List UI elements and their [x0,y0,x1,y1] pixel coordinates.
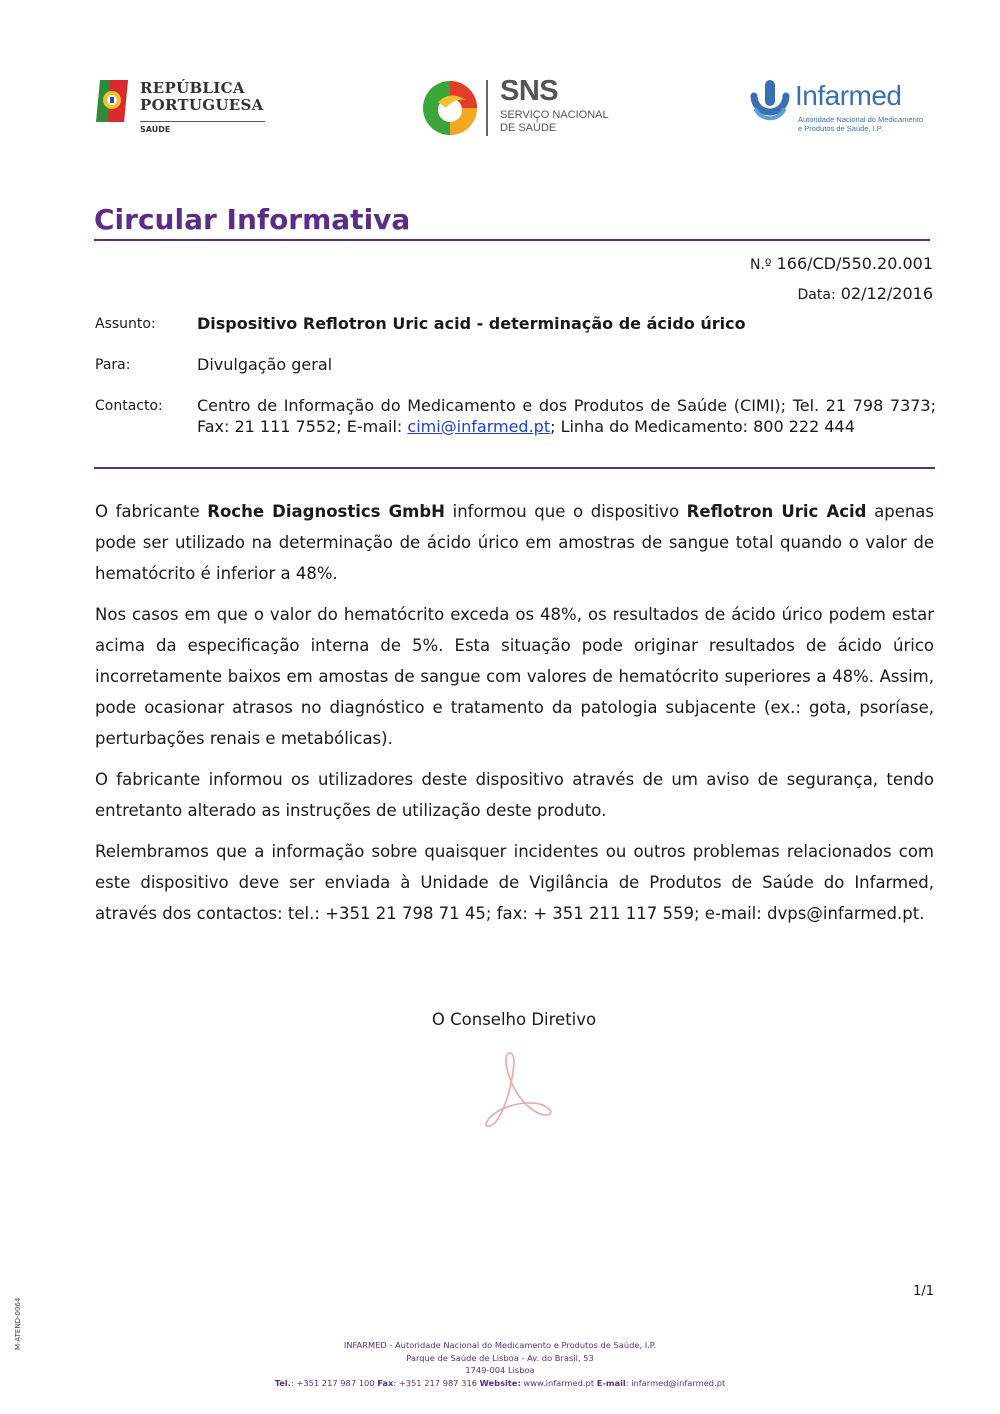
p1-text-e: apenas pode ser utilizado na determinação de ácido úrico em amostras de sangue total quando o valor de hematócrito é inferior a 48%. [95,502,935,583]
infarmed-name: Infarmed [795,80,902,111]
assunto-label: Assunto: [95,316,156,332]
contacto-value [197,396,936,437]
rp-divider [140,121,265,122]
circular-number [750,254,933,273]
footer-web-label: Website: [479,1378,521,1389]
sns-acronym: SNS [500,75,559,107]
rp-line2: PORTUGUESA [140,96,264,114]
p1-text-a: O fabricante [95,502,208,521]
infarmed-emblem-icon [750,80,790,124]
footer-tel-label: Tel. [274,1378,291,1389]
footer-line3: 1749-004 Lisboa [465,1365,535,1376]
footer-tel: : +351 217 987 100 [290,1378,378,1389]
paragraph-2: Nos casos em que o valor do hematócrito exceda os 48%, os resultados de ácido úrico podem estar acima da especificação interna de 5%. Esta situação pode originar resultados de ácido úrico incorretamente baixos em amostas de sangue com valores de hematócrito superiores a 48%. Assim, pode ocasionar atrasos no diagnóstico e tratamento da patologia subjacente (ex.: gota, psoríase, perturbações renais e metabólicas). [95,605,934,748]
document-title: Circular Informativa [94,203,411,236]
date-value: 02/12/2016 [840,284,933,303]
republica-portuguesa-logo [94,78,269,138]
circular-date [798,284,933,303]
p1-text-c: informou que o dispositivo [444,502,687,521]
paragraph-1 [95,496,934,589]
footer-line1: INFARMED - Autoridade Nacional do Medicamento e Produtos de Saúde, I.P. [343,1340,657,1350]
device-name: Reflotron Uric Acid [686,502,867,521]
footer-line2: Parque de Saúde de Lisboa - Av. do Brasil, 53 [406,1352,594,1363]
contacto-text-2: ; Linha do Medicamento: 800 222 444 [550,416,855,436]
manufacturer-name: Roche Diagnostics GmbH [207,502,445,521]
body-content [95,496,934,939]
sns-divider [486,80,488,136]
contacto-text-1: Centro de Informação do Medicamento e dos Produtos de Saúde (CIMI); Tel. 21 798 7373; Fax: 21 111 7552; E-mail: [197,396,936,436]
sns-logo [420,75,610,140]
date-label: Data: [797,287,836,303]
para-label: Para: [95,357,131,373]
para-value: Divulgação geral [197,355,333,374]
paragraph-3: O fabricante informou os utilizadores deste dispositivo através de um aviso de segurança, tendo entretanto alterado as instruções de utilização deste produto. [95,770,934,820]
signature-label: O Conselho Diretivo [431,1010,597,1029]
sns-emblem-icon [420,78,480,138]
footer-email[interactable]: : infarmed@infarmed.pt [625,1378,726,1389]
number-label: N.º [749,257,772,273]
side-form-code: M-ATEND-0064 [14,1297,22,1350]
sns-line2: DE SAÚDE [500,122,557,134]
infarmed-sub-line1: Autoridade Nacional do Medicamento [798,115,924,124]
infarmed-logo [750,80,930,140]
paragraph-4: Relembramos que a informação sobre quaisquer incidentes ou outros problemas relacionados com este dispositivo deve ser enviada à Unidade de Vigilância de Produtos de Saúde do Infarmed, através dos contactos: tel.: +351 21 798 71 45; fax: + 351 211 117 559; e-mail: dvps@infarmed.pt. [95,842,934,923]
cimi-email-link[interactable]: cimi@infarmed.pt [407,416,551,436]
contacto-label: Contacto: [95,398,163,414]
sns-line1: SERVIÇO NACIONAL [500,109,609,121]
rp-line1: REPÚBLICA [140,79,245,97]
page-footer [0,1339,1000,1390]
title-divider [94,239,930,241]
footer-web[interactable]: www.infarmed.pt [520,1378,597,1389]
assunto-value: Dispositivo Reflotron Uric acid - determinação de ácido úrico [197,314,746,333]
footer-fax: : +351 217 987 316 [393,1378,480,1389]
page-number: 1/1 [913,1284,934,1299]
digital-signature-icon [476,1048,561,1133]
footer-contacts [0,1377,1000,1390]
header-separator [94,467,935,469]
footer-email-label: E-mail [596,1378,626,1389]
infarmed-sub-line2: e Produtos de Saúde, I.P. [798,124,883,133]
portugal-emblem-icon [94,78,134,124]
rp-sub: SAÚDE [140,125,171,134]
number-value: 166/CD/550.20.001 [776,254,933,273]
footer-fax-label: Fax [377,1378,394,1389]
